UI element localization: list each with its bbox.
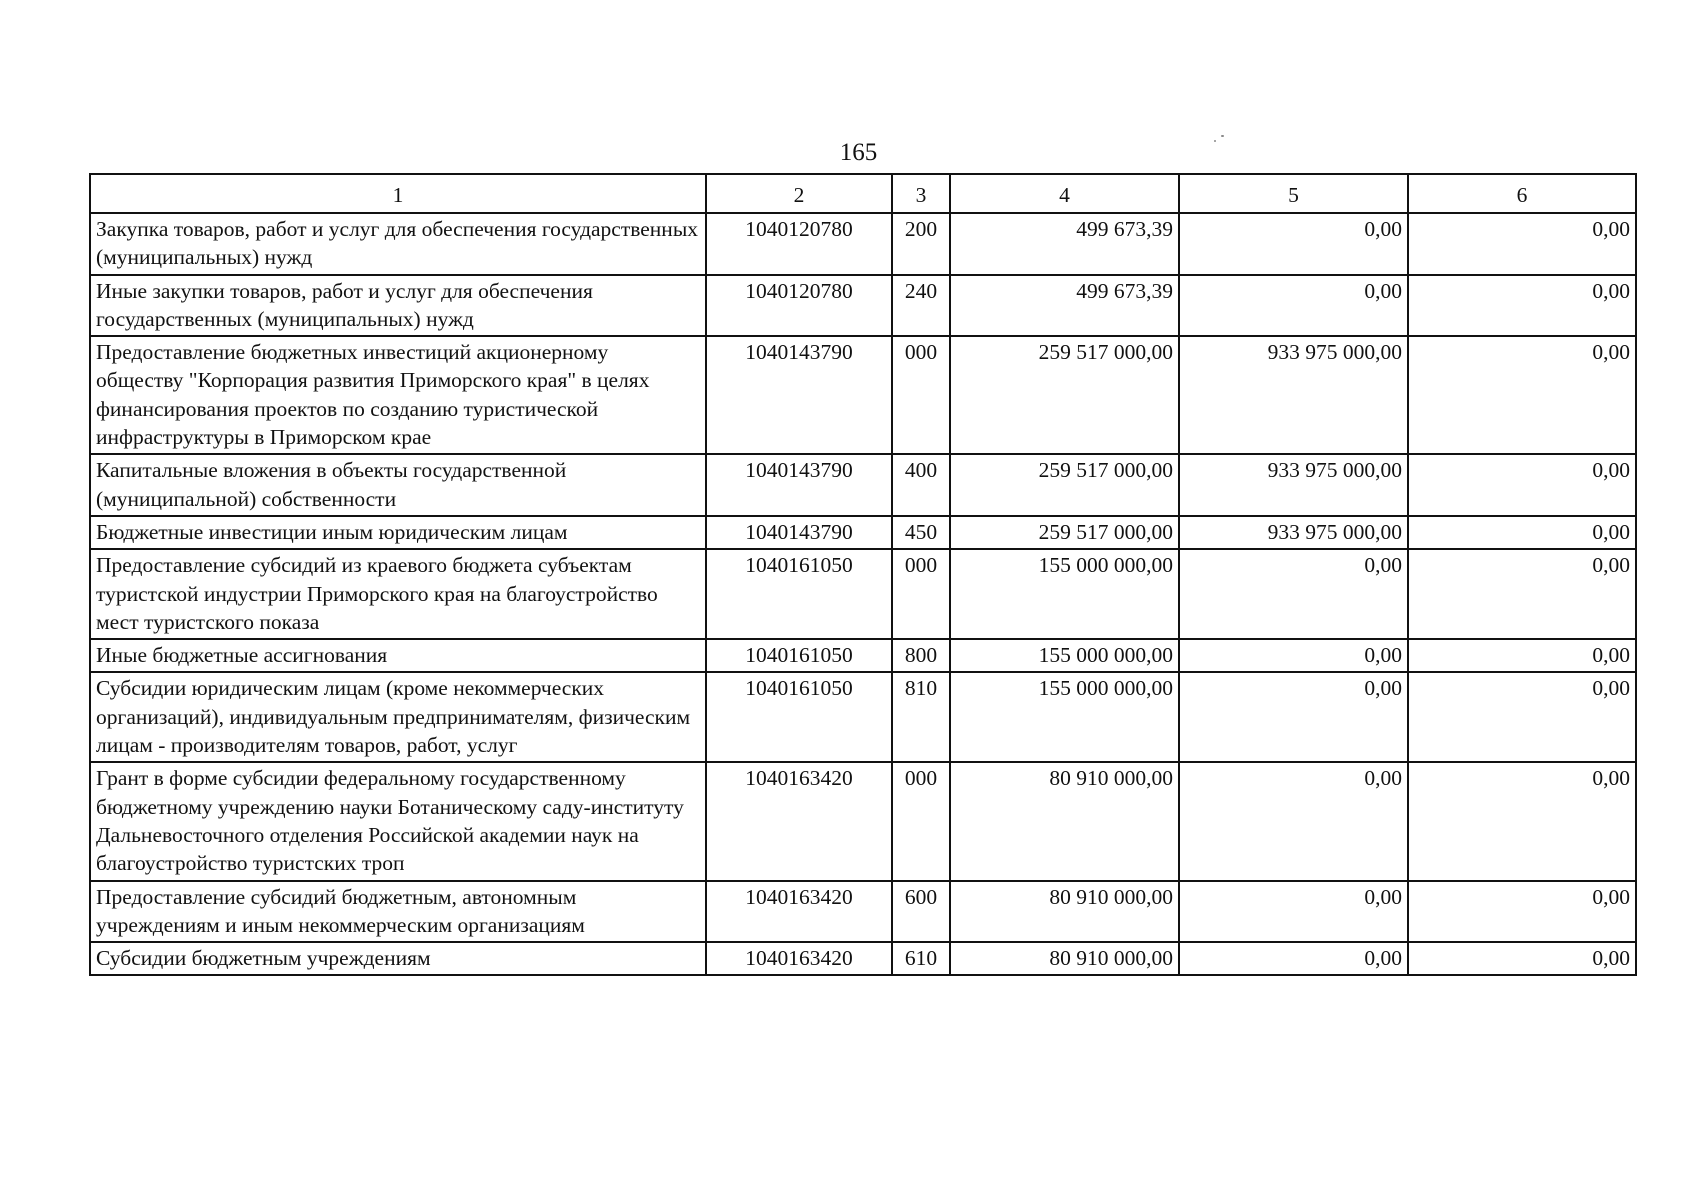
table-header [90,174,1636,213]
row-name: Предоставление субсидий из краевого бюджета субъектам туристской индустрии Приморского края на благоустройство мест туристского показа [90,549,706,639]
table-row [90,639,1636,672]
row-value-6: 0,00 [1408,454,1636,516]
row-value-6: 0,00 [1408,639,1636,672]
row-kvr: 000 [892,549,950,639]
row-name: Грант в форме субсидии федеральному государственному бюджетному учреждению науки Ботаническому саду-институту Дальневосточного отделения Российской академии наук на благоустройство туристских троп [90,762,706,880]
row-name: Закупка товаров, работ и услуг для обеспечения государственных (муниципальных) нужд [90,213,706,275]
table-row [90,549,1636,639]
row-value-5: 0,00 [1179,639,1408,672]
row-code: 1040163420 [706,762,892,880]
table-row [90,942,1636,975]
row-name: Предоставление бюджетных инвестиций акционерному обществу "Корпорация развития Приморского края" в целях финансирования проектов по созданию туристической инфраструктуры в Приморском крае [90,336,706,454]
row-code: 1040120780 [706,275,892,337]
row-value-4: 155 000 000,00 [950,672,1179,762]
table-row [90,275,1636,337]
row-value-4: 259 517 000,00 [950,516,1179,549]
row-kvr: 600 [892,881,950,943]
table-body [90,213,1636,975]
row-name: Капитальные вложения в объекты государственной (муниципальной) собственности [90,454,706,516]
row-value-6: 0,00 [1408,942,1636,975]
row-value-6: 0,00 [1408,881,1636,943]
row-value-4: 80 910 000,00 [950,881,1179,943]
row-kvr: 610 [892,942,950,975]
column-header-6: 6 [1408,174,1636,213]
row-value-4: 499 673,39 [950,275,1179,337]
row-value-6: 0,00 [1408,672,1636,762]
table-row [90,672,1636,762]
row-kvr: 000 [892,762,950,880]
scan-speck [1221,135,1224,137]
column-header-5: 5 [1179,174,1408,213]
table-row [90,336,1636,454]
row-value-5: 933 975 000,00 [1179,336,1408,454]
row-value-5: 0,00 [1179,549,1408,639]
row-name: Субсидии бюджетным учреждениям [90,942,706,975]
row-value-6: 0,00 [1408,516,1636,549]
column-header-3: 3 [892,174,950,213]
header-row [90,174,1636,213]
row-code: 1040143790 [706,516,892,549]
row-code: 1040163420 [706,942,892,975]
row-code: 1040161050 [706,672,892,762]
row-name: Иные закупки товаров, работ и услуг для обеспечения государственных (муниципальных) нужд [90,275,706,337]
row-kvr: 240 [892,275,950,337]
row-value-5: 0,00 [1179,942,1408,975]
row-value-4: 499 673,39 [950,213,1179,275]
row-code: 1040161050 [706,549,892,639]
row-kvr: 800 [892,639,950,672]
budget-table [89,173,1637,976]
column-header-1: 1 [90,174,706,213]
row-value-5: 0,00 [1179,881,1408,943]
row-value-5: 933 975 000,00 [1179,454,1408,516]
row-value-4: 155 000 000,00 [950,549,1179,639]
page-number: 165 [839,139,878,166]
row-value-5: 0,00 [1179,762,1408,880]
row-kvr: 200 [892,213,950,275]
row-code: 1040161050 [706,639,892,672]
table-row [90,762,1636,880]
row-value-4: 259 517 000,00 [950,336,1179,454]
row-name: Бюджетные инвестиции иным юридическим лицам [90,516,706,549]
row-value-6: 0,00 [1408,549,1636,639]
row-code: 1040143790 [706,336,892,454]
row-code: 1040143790 [706,454,892,516]
table-row [90,454,1636,516]
column-header-2: 2 [706,174,892,213]
table-row [90,881,1636,943]
row-value-5: 933 975 000,00 [1179,516,1408,549]
row-value-4: 80 910 000,00 [950,942,1179,975]
column-header-4: 4 [950,174,1179,213]
row-kvr: 810 [892,672,950,762]
row-value-6: 0,00 [1408,336,1636,454]
row-value-6: 0,00 [1408,275,1636,337]
scan-speck [1214,140,1216,142]
row-value-4: 155 000 000,00 [950,639,1179,672]
row-value-6: 0,00 [1408,213,1636,275]
row-value-6: 0,00 [1408,762,1636,880]
row-value-4: 259 517 000,00 [950,454,1179,516]
row-value-4: 80 910 000,00 [950,762,1179,880]
row-name: Иные бюджетные ассигнования [90,639,706,672]
row-name: Субсидии юридическим лицам (кроме некоммерческих организаций), индивидуальным предпринимателям, физическим лицам - производителям товаров, работ, услуг [90,672,706,762]
row-value-5: 0,00 [1179,672,1408,762]
row-value-5: 0,00 [1179,213,1408,275]
row-value-5: 0,00 [1179,275,1408,337]
table-row [90,213,1636,275]
row-kvr: 000 [892,336,950,454]
row-kvr: 450 [892,516,950,549]
row-code: 1040163420 [706,881,892,943]
row-name: Предоставление субсидий бюджетным, автономным учреждениям и иным некоммерческим организациям [90,881,706,943]
row-kvr: 400 [892,454,950,516]
table-row [90,516,1636,549]
row-code: 1040120780 [706,213,892,275]
